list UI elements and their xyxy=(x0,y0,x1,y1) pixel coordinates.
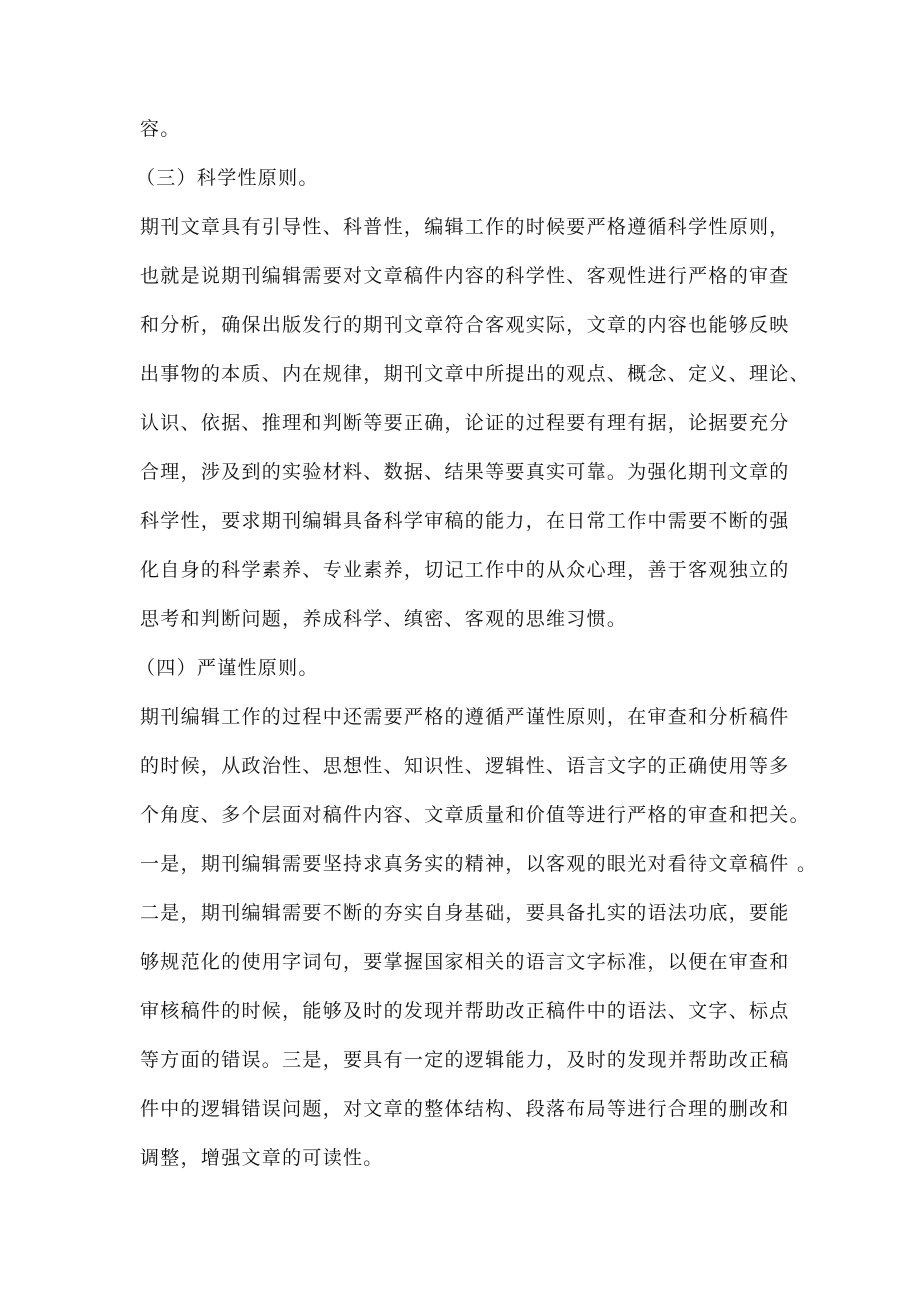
text-line: 期刊编辑工作的过程中还需要严格的遵循严谨性原则，在审查和分析稿件 xyxy=(140,706,790,728)
text-line: 出事物的本质、内在规律，期刊文章中所提出的观点、概念、定义、理论、 xyxy=(140,363,810,385)
text-line: 也就是说期刊编辑需要对文章稿件内容的科学性、客观性进行严格的审查 xyxy=(140,265,790,287)
text-line: 个角度、多个层面对稿件内容、文章质量和价值等进行严格的审查和把关。 xyxy=(140,804,810,826)
section-heading: （三）科学性原则。 xyxy=(136,167,319,189)
text-line: 审核稿件的时候，能够及时的发现并帮助改正稿件中的语法、文字、标点 xyxy=(140,1000,790,1022)
text-line: 件中的逻辑错误问题，对文章的整体结构、段落布局等进行合理的删改和 xyxy=(140,1098,790,1120)
section-heading: （四）严谨性原则。 xyxy=(136,657,319,679)
text-line: 科学性，要求期刊编辑具备科学审稿的能力，在日常工作中需要不断的强 xyxy=(140,510,790,532)
text-line: 认识、依据、推理和判断等要正确，论证的过程要有理有据，论据要充分 xyxy=(140,412,790,434)
text-line: 等方面的错误。三是，要具有一定的逻辑能力，及时的发现并帮助改正稿 xyxy=(140,1049,790,1071)
text-line: 化自身的科学素养、专业素养，切记工作中的从众心理，善于客观独立的 xyxy=(140,559,790,581)
text-line: 一是，期刊编辑需要坚持求真务实的精神，以客观的眼光对看待文章稿件 。 xyxy=(140,853,818,875)
text-line: 期刊文章具有引导性、科普性，编辑工作的时候要严格遵循科学性原则， xyxy=(140,216,790,238)
text-line: 二是，期刊编辑需要不断的夯实自身基础，要具备扎实的语法功底，要能 xyxy=(140,902,790,924)
text-line: 容。 xyxy=(140,118,181,140)
text-line: 合理，涉及到的实验材料、数据、结果等要真实可靠。为强化期刊文章的 xyxy=(140,461,790,483)
text-line: 思考和判断问题，养成科学、缜密、客观的思维习惯。 xyxy=(140,608,628,630)
text-line: 调整，增强文章的可读性。 xyxy=(140,1147,384,1169)
text-line: 的时候，从政治性、思想性、知识性、逻辑性、语言文字的正确使用等多 xyxy=(140,755,790,777)
text-line: 够规范化的使用字词句，要掌握国家相关的语言文字标准，以便在审查和 xyxy=(140,951,790,973)
text-line: 和分析，确保出版发行的期刊文章符合客观实际，文章的内容也能够反映 xyxy=(140,314,790,336)
